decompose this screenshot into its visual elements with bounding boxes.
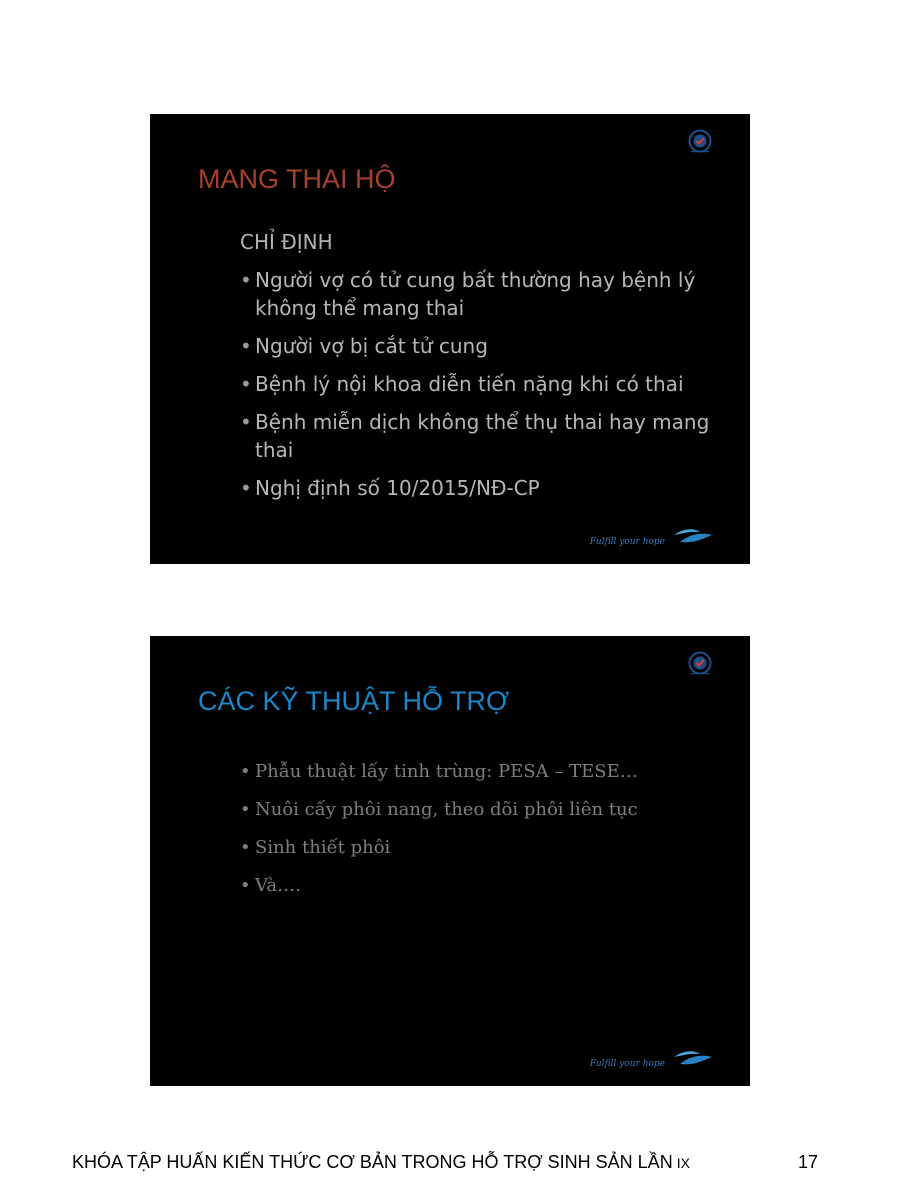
list-item (240, 332, 730, 360)
bullet-list (240, 759, 730, 911)
section-subheading: CHỈ ĐỊNH (240, 230, 333, 254)
list-item (240, 408, 730, 464)
list-item (240, 873, 730, 899)
bullet-icon: • (240, 476, 252, 500)
list-item (240, 797, 730, 823)
tagline: Fulfill your hope (589, 537, 665, 547)
slide-title: CÁC KỸ THUẬT HỖ TRỢ (198, 686, 510, 716)
course-title: KHÓA TẬP HUẤN KIẾN THỨC CƠ BẢN TRONG HỖ TRỢ SINH SẢN LẦN (72, 1152, 673, 1172)
clinic-logo-icon (688, 651, 712, 675)
bullet-icon: • (240, 372, 252, 396)
bullet-icon: • (240, 410, 252, 434)
course-edition: IX (676, 1155, 690, 1171)
bullet-icon: • (240, 334, 252, 358)
bullet-text: Bệnh lý nội khoa diễn tiến nặng khi có thai (255, 372, 684, 396)
wave-logo-icon (672, 526, 714, 548)
bullet-list (240, 266, 730, 512)
list-item (240, 759, 730, 785)
bullet-text: Nuôi cấy phôi nang, theo dõi phôi liên tục (255, 799, 638, 820)
bullet-icon: • (240, 799, 251, 820)
bullet-text: Phẫu thuật lấy tinh trùng: PESA – TESE… (255, 761, 638, 782)
course-footer (72, 1152, 690, 1173)
slide-2 (150, 636, 750, 1086)
wave-logo-icon (672, 1048, 714, 1070)
slide-1 (150, 114, 750, 564)
list-item (240, 266, 730, 322)
bullet-text: Sinh thiết phôi (255, 837, 391, 858)
slide-title: MANG THAI HỘ (198, 164, 396, 194)
list-item (240, 474, 730, 502)
list-item (240, 370, 730, 398)
tagline: Fulfill your hope (589, 1059, 665, 1069)
bullet-text: Nghị định số 10/2015/NĐ-CP (255, 476, 540, 500)
bullet-icon: • (240, 837, 251, 858)
bullet-text: Người vợ có tử cung bất thường hay bệnh lý không thể mang thai (255, 268, 696, 320)
bullet-icon: • (240, 761, 251, 782)
bullet-text: Người vợ bị cắt tử cung (255, 334, 488, 358)
clinic-logo-icon (688, 129, 712, 153)
page-number: 17 (798, 1152, 819, 1172)
bullet-text: Và…. (255, 875, 301, 896)
bullet-text: Bệnh miễn dịch không thể thụ thai hay mang thai (255, 410, 710, 462)
bullet-icon: • (240, 268, 252, 292)
bullet-icon: • (240, 875, 251, 896)
list-item (240, 835, 730, 861)
